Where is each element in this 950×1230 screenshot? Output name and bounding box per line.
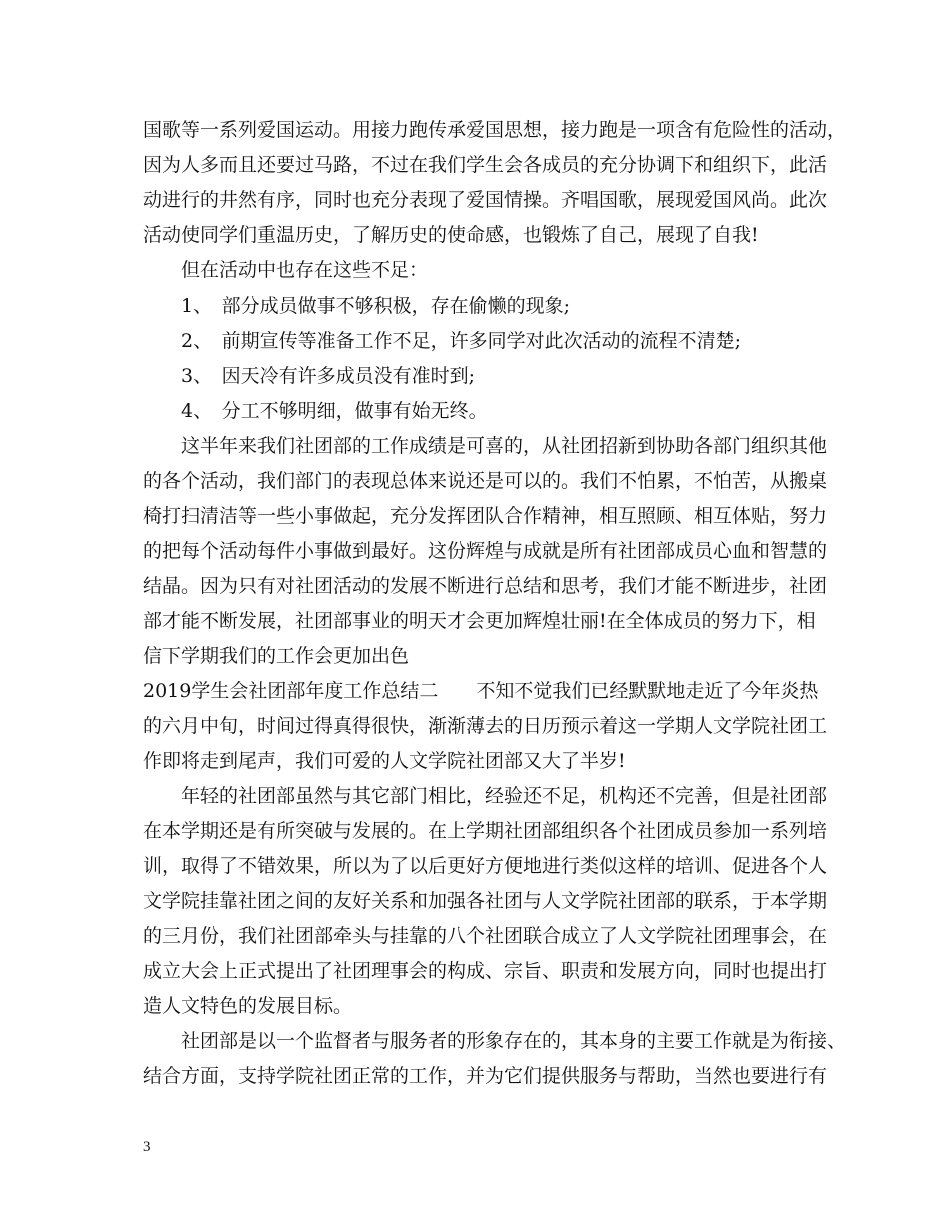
text-line: 的各个活动，我们部门的表现总体来说还是可以的。我们不怕累，不怕苦，从搬桌 [143,470,828,492]
list-item: 1、 部分成员做事不够积极，存在偷懒的现象; [143,295,570,317]
text-line: 成立大会上正式提出了社团理事会的构成、宗旨、职责和发展方向，同时也提出打 [143,960,828,982]
text-line: 国歌等一系列爱国运动。用接力跑传承爱国思想，接力跑是一项含有危险性的活动， [143,119,847,141]
text-line: 椅打扫清洁等一些小事做起，充分发挥团队合作精神，相互照顾、相互体贴，努力 [143,505,828,527]
text-line: 但在活动中也存在这些不足： [143,259,429,281]
text-line: 造人文特色的发展目标。 [143,995,353,1017]
list-item: 2、 前期宣传等准备工作不足，许多同学对此次活动的流程不清楚; [143,330,741,352]
text-line: 因为人多而且还要过马路，不过在我们学生会各成员的充分协调下和组织下，此活 [143,154,828,176]
text-line: 结晶。因为只有对社团活动的发展不断进行总结和思考，我们才能不断进步，社团 [143,575,828,597]
text-line: 动进行的井然有序，同时也充分表现了爱国情操。齐唱国歌，展现爱国风尚。此次 [143,189,828,211]
text-line: 这半年来我们社团部的工作成绩是可喜的，从社团招新到协助各部门组织其他 [143,435,828,457]
text-line: 在本学期还是有所突破与发展的。在上学期社团部组织各个社团成员参加一系列培 [143,820,828,842]
text-line: 作即将走到尾声，我们可爱的人文学院社团部又大了半岁! [143,750,626,772]
text-line: 的把每个活动每件小事做到最好。这份辉煌与成就是所有社团部成员心血和智慧的 [143,540,828,562]
text-line: 部才能不断发展，社团部事业的明天才会更加辉煌壮丽!在全体成员的努力下，相 [143,610,816,632]
text-line: 活动使同学们重温历史，了解历史的使命感，也锻炼了自己，展现了自我! [143,224,759,246]
text-line: 训，取得了不错效果，所以为了以后更好方便地进行类似这样的培训、促进各个人 [143,855,828,877]
page-number: 3 [143,1139,151,1155]
text-line: 的三月份，我们社团部牵头与挂靠的八个社团联合成立了人文学院社团理事会，在 [143,925,828,947]
list-item: 3、 因天冷有许多成员没有准时到; [143,365,475,387]
text-line: 社团部是以一个监督者与服务者的形象存在的，其本身的主要工作就是为衔接、 [143,1030,847,1052]
text-line: 文学院挂靠社团之间的友好关系和加强各社团与人文学院社团部的联系，于本学期 [143,890,828,912]
section-heading-line: 2019学生会社团部年度工作总结二 不知不觉我们已经默默地走近了今年炎热 [143,680,819,702]
list-item: 4、 分工不够明细，做事有始无终。 [143,400,488,422]
text-line: 的六月中旬，时间过得真得很快，渐渐薄去的日历预示着这一学期人文学院社团工 [143,715,828,737]
text-line: 年轻的社团部虽然与其它部门相比，经验还不足，机构还不完善，但是社团部 [143,785,828,807]
text-line: 信下学期我们的工作会更加出色 [143,645,410,667]
text-line: 结合方面，支持学院社团正常的工作，并为它们提供服务与帮助，当然也要进行有 [143,1065,828,1087]
